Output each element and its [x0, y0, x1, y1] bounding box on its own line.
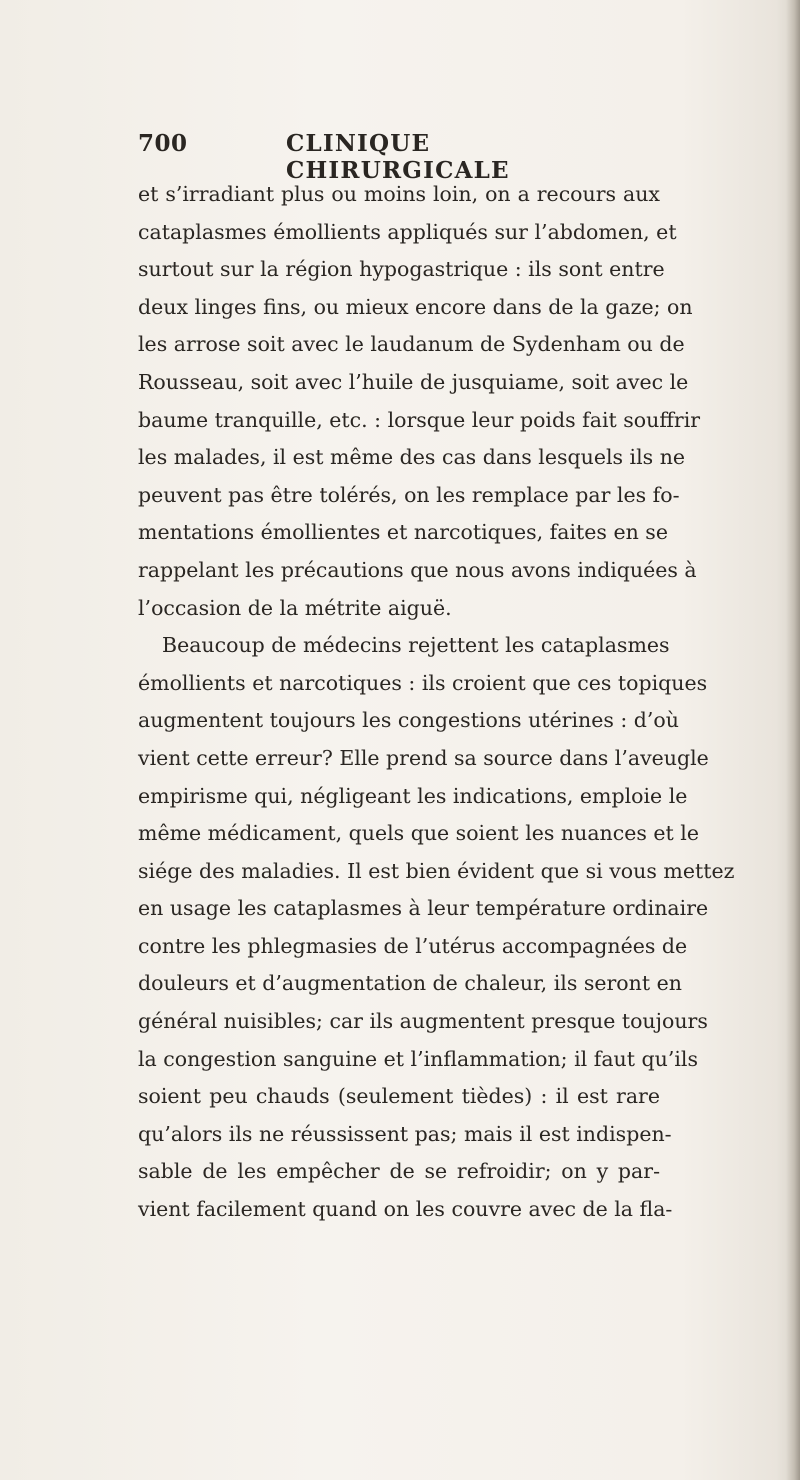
text-line: surtout sur la région hypogastrique : ils sont entre: [138, 257, 665, 282]
page-edge-shadow: [786, 0, 800, 1480]
text-line: qu’alors ils ne réussissent pas; mais il est indispen-: [138, 1121, 672, 1146]
text-line: émollients et narcotiques : ils croient que ces topiques: [138, 670, 708, 695]
paragraph-end-line: l’occasion de la métrite aiguë.: [138, 595, 452, 620]
text-line: peuvent pas être tolérés, on les remplace par les fo-: [138, 482, 680, 507]
text-line: baume tranquille, etc. : lorsque leur poids fait souffrir: [138, 407, 701, 432]
text-line: siége des maladies. Il est bien évident que si vous mettez: [138, 858, 735, 883]
text-line: mentations émollientes et narcotiques, faites en se: [138, 520, 668, 545]
text-line: vient facilement quand on les couvre avec de la fla-: [138, 1197, 673, 1222]
text-line: rappelant les précautions que nous avons indiquées à: [138, 557, 697, 582]
text-line: en usage les cataplasmes à leur température ordinaire: [138, 896, 709, 921]
text-line: vient cette erreur? Elle prend sa source dans l’aveugle: [138, 745, 709, 770]
text-line: douleurs et d’augmentation de chaleur, ils seront en: [138, 971, 682, 996]
running-title: CLINIQUE CHIRURGICALE: [286, 130, 510, 184]
text-line: deux linges fins, ou mieux encore dans de la gaze; on: [138, 294, 693, 319]
text-line: cataplasmes émollients appliqués sur l’abdomen, et: [138, 219, 677, 244]
text-line: augmentent toujours les congestions utérines : d’où: [138, 708, 679, 733]
text-line: Rousseau, soit avec l’huile de jusquiame, soit avec le: [138, 369, 689, 394]
page-number: 700: [138, 130, 188, 157]
text-line: sable de les empêcher de se refroidir; on y par-: [138, 1159, 660, 1184]
text-line: contre les phlegmasies de l’utérus accompagnées de: [138, 933, 688, 958]
text-line: les arrose soit avec le laudanum de Sydenham ou de: [138, 332, 685, 357]
text-line: empirisme qui, négligeant les indications, emploie le: [138, 783, 688, 808]
text-line: même médicament, quels que soient les nuances et le: [138, 821, 699, 846]
text-line: les malades, il est même des cas dans lesquels ils ne: [138, 445, 686, 470]
body-text: [138, 176, 735, 1229]
text-line: soient peu chauds (seulement tièdes) : il est rare: [138, 1084, 660, 1109]
paragraph-start-line: Beaucoup de médecins rejettent les cataplasmes: [162, 633, 670, 658]
text-line: la congestion sanguine et l’inflammation; il faut qu’ils: [138, 1046, 698, 1071]
text-line: général nuisibles; car ils augmentent presque toujours: [138, 1009, 708, 1034]
text-line: et s’irradiant plus ou moins loin, on a recours aux: [138, 182, 660, 206]
page-header: [138, 130, 658, 184]
